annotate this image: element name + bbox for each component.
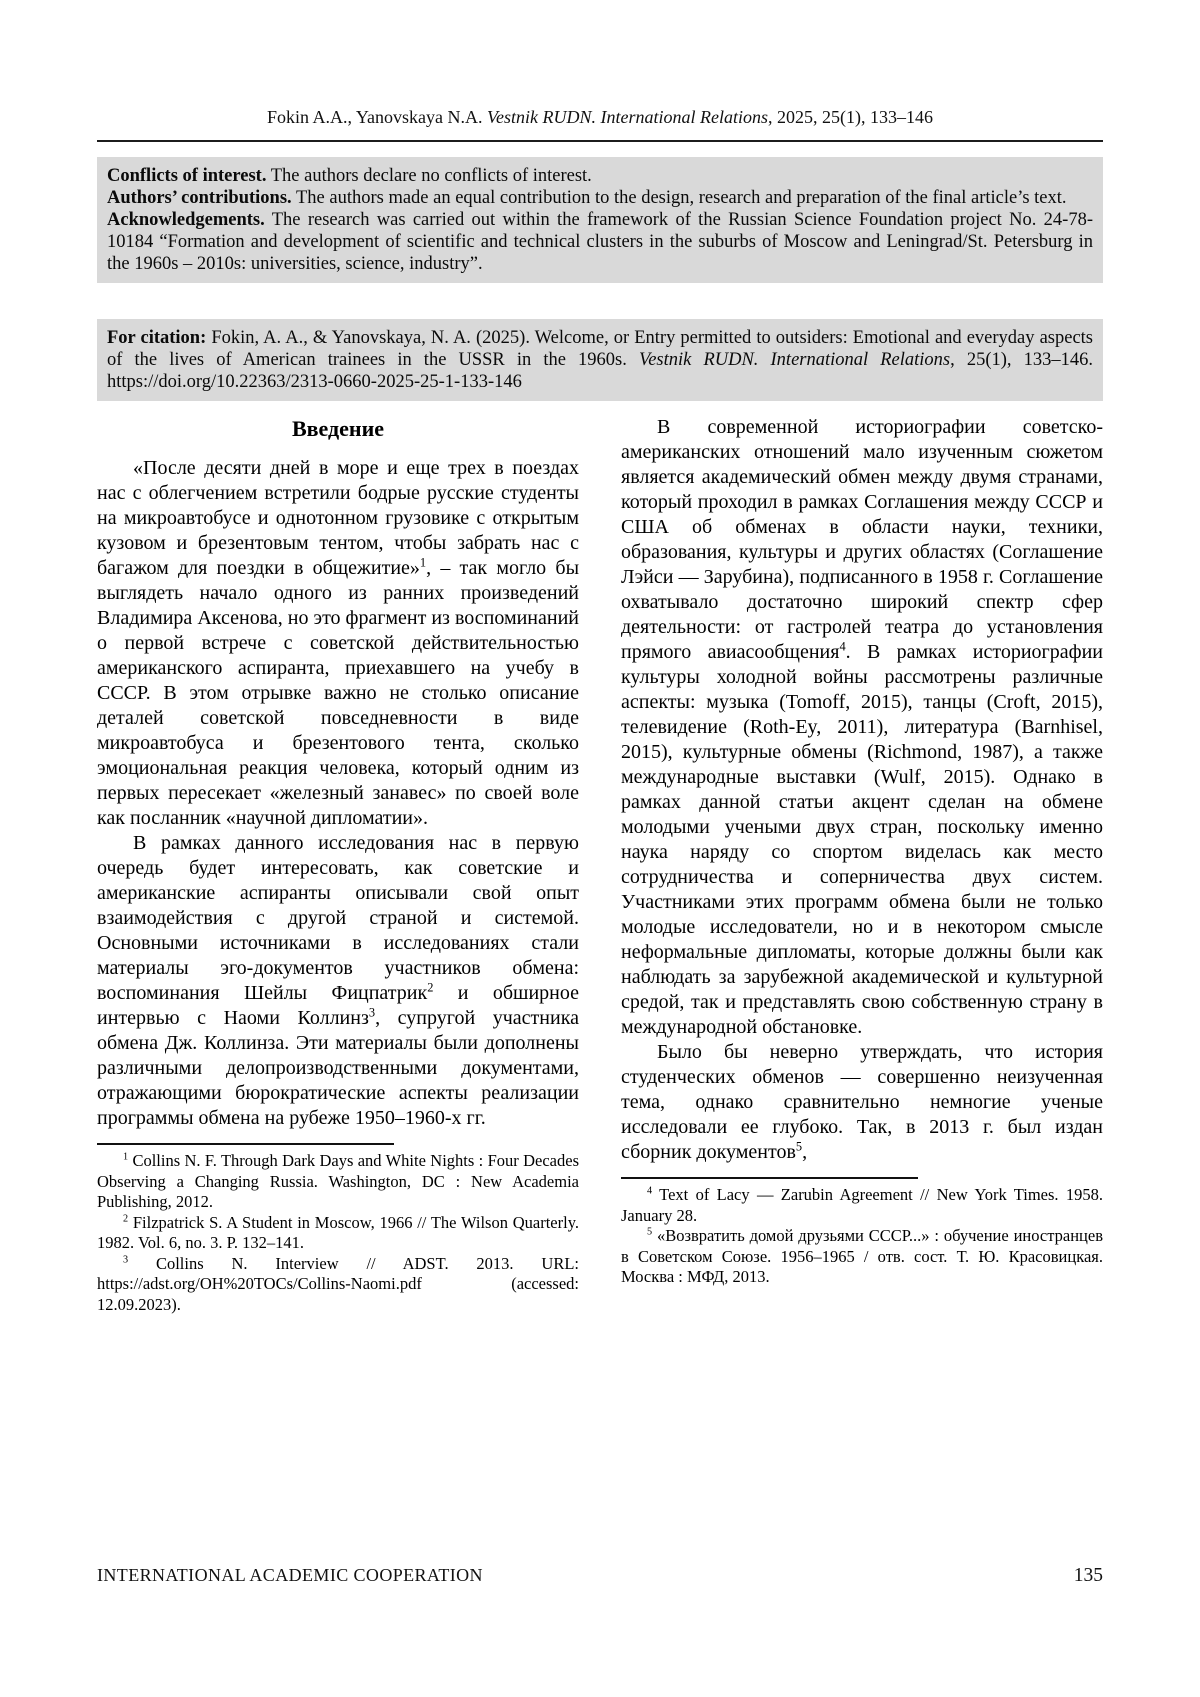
page-number: 135: [1073, 1565, 1103, 1586]
authors-contributions-line: [107, 187, 1093, 209]
for-citation-block: [97, 319, 1103, 401]
footnote-number-2: 2: [123, 1213, 129, 1224]
right-paragraph-1: [621, 415, 1103, 1040]
footnote-item-4: [621, 1185, 1103, 1226]
footnote-number-4: 4: [647, 1185, 653, 1197]
conflicts-of-interest-label: Conflicts of interest.: [107, 166, 267, 186]
authors-contributions-text: The authors made an equal contribution to the design, research and preparation of the final article’s text.: [291, 188, 1067, 208]
footnote-text-5: «Возвратить домой друзьями СССР...» : обучение иностранцев в Советском Союзе. 1956–1965 / отв. сост. Т. Ю. Красовицкая. Москва : МФД, 2013.: [621, 1226, 1103, 1286]
article-meta-block: [97, 157, 1103, 283]
for-citation-label: For citation:: [107, 328, 207, 348]
right-column: [621, 415, 1103, 1315]
paragraph-text-segment: ,: [802, 1141, 808, 1163]
header-divider-rule: [97, 140, 1103, 142]
conflicts-of-interest-line: [107, 165, 1093, 187]
right-paragraph-2: [621, 1040, 1103, 1165]
footnote-ref-3: 3: [368, 1005, 376, 1020]
footnote-text-4: Text of Lacy — Zarubin Agreement // New York Times. 1958. January 28.: [621, 1185, 1103, 1225]
footnote-ref-1: 1: [419, 555, 427, 570]
footnote-number-5: 5: [647, 1226, 653, 1238]
running-head-authors: Fokin A.A., Yanovskaya N.A.: [267, 107, 488, 127]
running-head: [97, 106, 1103, 128]
section-heading-introduction: Введение: [291, 416, 385, 441]
footnote-separator-rule: [621, 1177, 918, 1179]
acknowledgements-label: Acknowledgements.: [107, 210, 265, 230]
footnote-text-1: Collins N. F. Through Dark Days and White Nights : Four Decades Observing a Changing Russia. Washington, DC : New Academia Publishing, 2012.: [97, 1151, 579, 1211]
footnote-item-2: [97, 1213, 579, 1254]
paragraph-text-segment: «После десяти дней в море и еще трех в поездах нас с облегчением встретили бодрые русские студенты на микроавтобусе и однотонном грузовике с открытым кузовом и брезентовым тентом, чтобы забрать нас с багажом для поездки в общежитие»: [97, 457, 579, 579]
page-footer: [97, 1565, 1103, 1587]
footnote-item-3: [97, 1254, 579, 1316]
paragraph-text-segment: В современной историографии советско-американских отношений мало изученным сюжетом является академический обмен между двумя странами, который проходил в рамках Соглашения между СССР и США об обменах в области науки, техники, образования, культуры и других областях (Соглашение Лэйси — Зарубина), подписанного в 1958 г. Соглашение охватывало достаточно широкий спектр сфер деятельности: от гастролей театра до установления прямого авиасообщения: [621, 416, 1103, 663]
left-paragraph-2: [97, 831, 579, 1131]
footnote-separator-rule: [97, 1143, 394, 1145]
footnote-ref-4: 4: [839, 639, 846, 654]
authors-contributions-label: Authors’ contributions.: [107, 188, 292, 208]
left-paragraph-1: [97, 456, 579, 831]
paragraph-text-segment: Было бы неверно утверждать, что история студенческих обменов — совершенно неизученная тема, однако сравнительно немногие ученые исследовали ее глубоко. Так, в 2013 г. был издан сборник документов: [621, 1041, 1103, 1163]
running-head-issue: , 2025, 25(1), 133–146: [768, 107, 933, 127]
for-citation-line: [107, 327, 1093, 393]
footer-section-title: INTERNATIONAL ACADEMIC COOPERATION: [97, 1565, 483, 1585]
acknowledgements-text: The research was carried out within the framework of the Russian Science Foundation project No. 24-78-10184 “Formation and development of scientific and technical clusters in the suburbs of Moscow and Leningrad/St. Petersburg in the 1960s – 2010s: universities, science, industry”.: [107, 210, 1093, 274]
for-citation-text: Fokin, A. A., & Yanovskaya, N. A. (2025). Welcome, or Entry permitted to outsiders: Emotional and everyday aspects of the lives of American trainees in the USSR in the 1960s.: [107, 328, 1093, 370]
footnote-item-1: [97, 1151, 579, 1213]
acknowledgements-line: [107, 209, 1093, 275]
for-citation-journal-title: Vestnik RUDN. International Relations: [638, 350, 951, 370]
footnote-text-2: Filzpatrick S. A Student in Moscow, 1966 // The Wilson Quarterly. 1982. Vol. 6, no. 3. P. 132–141.: [97, 1212, 579, 1252]
paragraph-text-segment: В рамках данного исследования нас в первую очередь будет интересовать, как советские и американские аспиранты описывали свой опыт взаимодействия с другой страной и системой. Основными источниками в исследованиях стали материалы эго-документов участников обмена: воспоминания Шейлы Фицпатрик: [97, 832, 579, 1004]
article-body: [97, 415, 1103, 1315]
footnote-ref-2: 2: [427, 980, 434, 995]
left-column: [97, 415, 579, 1315]
conflicts-of-interest-text: The authors declare no conflicts of interest.: [266, 166, 592, 186]
footnotes-left: [97, 1151, 579, 1315]
footnote-ref-5: 5: [795, 1139, 803, 1154]
paragraph-text-segment: . В рамках историографии культуры холодной войны рассмотрены различные аспекты: музыка (Tomoff, 2015), танцы (Croft, 2015), телевидение (Roth-Ey, 2011), литература (Barnhisel, 2015), культурные обмены (Richmond, 1987), а также международные выставки (Wulf, 2015). Однако в рамках данной статьи акцент сделан на обмене молодыми учеными двух стран, поскольку именно наука наряду со спортом виделась как место сотрудничества и соперничества двух систем. Участниками этих программ обмена были не только молодые исследователи, но и в некотором смысле неформальные дипломаты, которые должны были как наблюдать за зарубежной академической и культурной средой, так и представлять свою собственную страну в международной обстановке.: [621, 641, 1103, 1038]
paragraph-text-segment: , – так могло бы выглядеть начало одного из ранних произведений Владимира Аксенова, но это фрагмент из воспоминаний о первой встрече с советской действительностью американского аспиранта, приехавшего на учебу в СССР. В этом отрывке важно не столько описание деталей советской повседневности в виде микроавтобуса и брезентового тента, сколько эмоциональная реакция человека, который одним из первых пересекает «железный занавес» по своей воле как посланник «научной дипломатии».: [97, 557, 579, 829]
footnote-text-3: Collins N. Interview // ADST. 2013. URL: https://adst.org/OH%20TOCs/Collins-Naomi.pdf (accessed: 12.09.2023).: [97, 1253, 579, 1314]
footnote-number-1: 1: [123, 1151, 129, 1163]
for-citation-doi-text: , 25(1), 133–146. https://doi.org/10.22363/2313-0660-2025-25-1-133-146: [107, 350, 1093, 392]
footnotes-right: [621, 1185, 1103, 1288]
paragraph-text-segment: , супругой участника обмена Дж. Коллинза. Эти материалы были дополнены различными делопроизводственными документами, отражающими бюрократические аспекты реализации программы обмена на рубеже 1950–1960-х гг.: [97, 1007, 579, 1129]
footnote-item-5: [621, 1226, 1103, 1288]
running-head-journal-title: Vestnik RUDN. International Relations: [487, 107, 768, 127]
paragraph-text-segment: и обширное интервью с Наоми Коллинз: [97, 982, 579, 1029]
footnote-number-3: 3: [123, 1254, 129, 1265]
